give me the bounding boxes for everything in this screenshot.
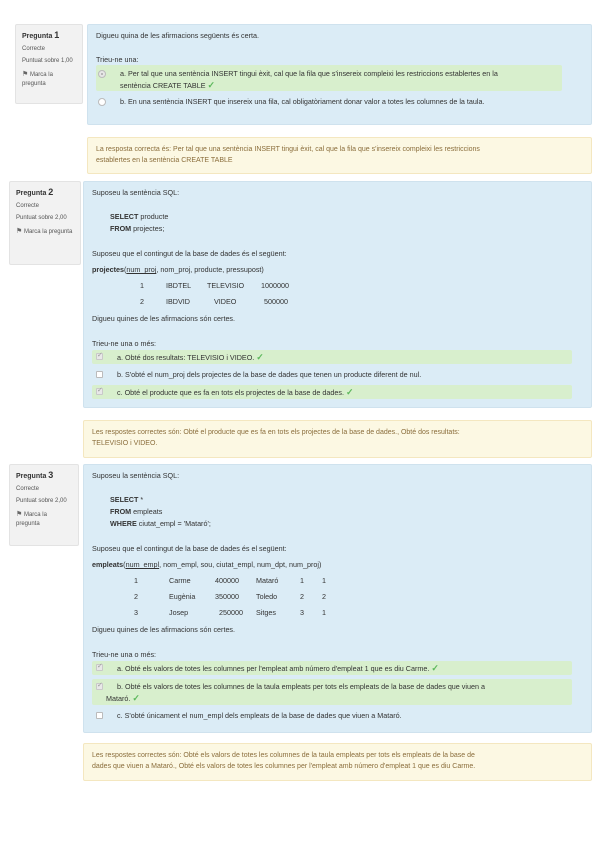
checkbox[interactable]	[96, 664, 103, 671]
check-icon: ✓	[256, 352, 264, 362]
sql-line-2: FROM empleats	[110, 507, 163, 516]
question-1-state: Correcte	[22, 46, 46, 52]
check-icon: ✓	[431, 663, 439, 673]
table-cell: 1	[134, 576, 138, 585]
question-3-intro: Suposeu la sentència SQL:	[92, 471, 180, 480]
question-3-points: Puntuat sobre 2,00	[16, 498, 67, 504]
question-3-option-a[interactable]: ✓ a. Obté els valors de totes les columnes per l'empleat amb número d'empleat 1 que es diu Carme. ✓	[92, 661, 572, 675]
table-cell: 1	[140, 281, 144, 290]
table-cell: 2	[140, 297, 144, 306]
question-3-feedback: Les respostes correctes són: Obté els valors de totes les columnes de la taula empleats per tots els empleats de la base de dades que viuen a Mataró., Obté els valors de totes les columnes per l'empleat amb número d'empleat 1 que es diu Carme.	[83, 743, 592, 781]
table-cell: 2	[322, 592, 326, 601]
question-3-question: Digueu quines de les afirmacions són certes.	[92, 625, 236, 634]
sql-line-1: SELECT *	[110, 495, 144, 504]
question-2-points: Puntuat sobre 2,00	[16, 215, 67, 221]
checkbox[interactable]	[96, 353, 103, 360]
question-2-feedback: Les respostes correctes són: Obté el producte que es fa en tots els projectes de la base de dades., Obté dos resultats: TELEVISIO i VIDEO.	[83, 420, 592, 458]
checkbox[interactable]	[96, 712, 103, 719]
question-2-option-a[interactable]: ✓ a. Obté dos resultats: TELEVISIO i VIDEO. ✓	[92, 350, 572, 364]
question-3-flag[interactable]: ⚑ Marca la pregunta	[16, 511, 47, 527]
question-1-prompt: Trieu-ne una:	[96, 55, 139, 64]
checkbox[interactable]	[96, 683, 103, 690]
question-1-option-a[interactable]: a. Per tal que una sentència INSERT tingui èxit, cal que la fila que s'insereix compleixi les restriccions establertes en la sentència CREATE TABLE ✓	[96, 65, 562, 91]
question-3-state: Correcte	[16, 486, 40, 492]
checkbox[interactable]	[96, 371, 103, 378]
table-cell: VIDEO	[214, 297, 237, 306]
table-cell: 250000	[219, 608, 243, 617]
check-icon: ✓	[345, 387, 354, 397]
question-2-info	[9, 181, 81, 265]
question-2-prompt: Trieu-ne una o més:	[92, 339, 157, 348]
table-cell: IBDVID	[166, 297, 190, 306]
table-cell: 3	[134, 608, 138, 617]
question-3-info	[9, 464, 79, 546]
question-2-content	[83, 181, 592, 408]
question-3-number: Pregunta 3	[16, 470, 54, 480]
table-cell: Carme	[169, 576, 191, 585]
sql-line-2: FROM projectes;	[110, 224, 165, 233]
table-cell: Josep	[169, 608, 189, 617]
table-cell: Sitges	[256, 608, 276, 617]
question-1-text: Digueu quina de les afirmacions següents és certa.	[96, 31, 260, 40]
question-3-option-b[interactable]: ✓ b. Obté els valors de totes les columnes de la taula empleats per tots els empleats de la base de dades que viuen a Mataró. ✓	[92, 679, 572, 705]
check-icon: ✓	[132, 693, 140, 703]
question-2-number: Pregunta 2	[16, 187, 54, 197]
question-2-option-c[interactable]: ✓ c. Obté el producte que es fa en tots els projectes de la base de dades. ✓	[92, 385, 572, 399]
table-cell: 1000000	[261, 281, 289, 290]
question-2-option-b[interactable]: b. S'obté el num_proj dels projectes de la base de dades que tenen un producte diferent de nul.	[92, 368, 572, 382]
check-icon: ✓	[207, 80, 216, 90]
question-2-intro: Suposeu la sentència SQL:	[92, 188, 180, 197]
table-cell: 1	[300, 576, 304, 585]
question-3-prompt: Trieu-ne una o més:	[92, 650, 157, 659]
question-1-option-b[interactable]: b. En una sentència INSERT que insereix una fila, cal obligatòriament donar valor a totes les columnes de la taula.	[96, 96, 562, 109]
table-cell: Mataró	[256, 576, 279, 585]
question-2-db-intro: Suposeu que el contingut de la base de dades és el següent:	[92, 249, 287, 258]
question-1-number: Pregunta 1	[22, 30, 60, 40]
flag-icon: ⚑	[22, 71, 29, 78]
question-3-db-intro: Suposeu que el contingut de la base de dades és el següent:	[92, 544, 287, 553]
question-2-question: Digueu quines de les afirmacions són certes.	[92, 314, 236, 323]
table-cell: 1	[322, 608, 326, 617]
flag-icon: ⚑	[16, 228, 23, 235]
table-schema: projectes(num_proj, nom_proj, producte, pressupost)	[92, 265, 264, 274]
table-schema: empleats(num_empl, nom_empl, sou, ciutat_empl, num_dpt, num_proj)	[92, 560, 322, 569]
table-cell: Eugènia	[169, 592, 196, 601]
question-2-flag[interactable]: ⚑ Marca la pregunta	[16, 228, 73, 235]
sql-line-1: SELECT producte	[110, 212, 169, 221]
radio-button[interactable]	[98, 98, 106, 106]
sql-line-3: WHERE ciutat_empl = 'Mataró';	[110, 519, 211, 528]
question-1-points: Puntuat sobre 1,00	[22, 58, 73, 64]
table-cell: 2	[300, 592, 304, 601]
table-cell: 2	[134, 592, 138, 601]
table-cell: 3	[300, 608, 304, 617]
radio-button[interactable]	[98, 70, 106, 78]
table-cell: IBDTEL	[166, 281, 192, 290]
question-1-info	[15, 24, 83, 104]
question-1-flag[interactable]: ⚑ Marca la pregunta	[22, 71, 53, 87]
question-3-content	[83, 464, 592, 733]
table-cell: 400000	[215, 576, 239, 585]
table-cell: 350000	[215, 592, 239, 601]
table-cell: 500000	[264, 297, 288, 306]
table-cell: TELEVISIO	[207, 281, 245, 290]
question-1-content	[87, 24, 592, 125]
table-cell: 1	[322, 576, 326, 585]
table-cell: Toledo	[256, 592, 278, 601]
question-2-state: Correcte	[16, 203, 40, 209]
flag-icon: ⚑	[16, 511, 23, 518]
checkbox[interactable]	[96, 388, 103, 395]
question-3-option-c[interactable]: c. S'obté únicament el num_empl dels empleats de la base de dades que viuen a Mataró.	[92, 709, 572, 723]
question-1-feedback: La resposta correcta és: Per tal que una sentència INSERT tingui èxit, cal que la fila que s'insereix compleixi les restriccions establertes en la sentència CREATE TABLE	[87, 137, 592, 174]
